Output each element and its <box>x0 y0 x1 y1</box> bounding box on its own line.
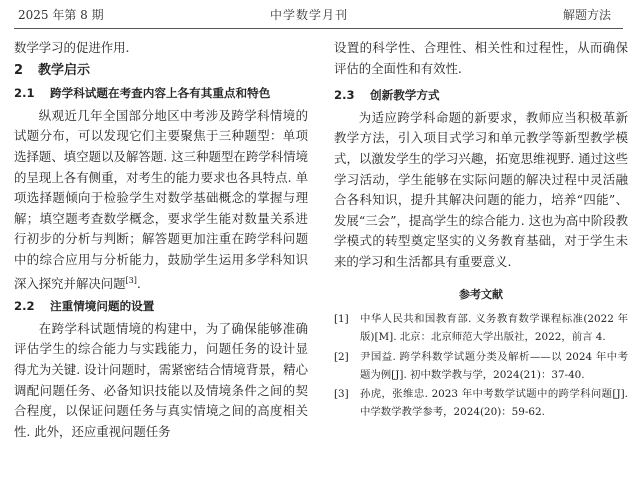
subsection-title: 创新教学方式 <box>370 88 440 103</box>
subsection-number: 2.1 <box>14 86 35 101</box>
subsection-number: 2.3 <box>334 88 355 103</box>
reference-text: 孙虎，张维忠. 2023 年中考数学试题中的跨学科问题[J]. 中学数学教学参考，2024(20)：59-62. <box>360 388 628 419</box>
subsection-title: 跨学科试题在考查内容上各有其重点和特色 <box>50 86 271 101</box>
reference-text: 中华人民共和国教育部. 义务教育数学课程标准(2022 年版)[M]. 北京：北京师范大学出版社，2022，前言 4. <box>360 313 628 343</box>
subsection-title: 注重情境问题的设置 <box>50 299 155 314</box>
continued-text: 数学学习的促进作用. <box>14 40 130 55</box>
header-divider <box>14 28 623 29</box>
reference-number: [2] <box>334 350 349 363</box>
subsection-heading <box>334 85 628 106</box>
references-title: 参考文献 <box>459 287 503 301</box>
paragraph: 为适应跨学科命题的新要求，教师应当积极革新教学方法，引入项目式学习和单元教学等新型教学模式，以激发学生的学习兴趣，拓宽思维视野. 通过这些学习活动，学生能够在实际问题的解决过程中灵活融合各科知识，提升其解决问题的能力，培养“四能”、发展“三会”，提高学生的综合能力. 这也为高中阶段教学模式的转型奠定坚实的义务教育基础，对于学生未来的学习和生活都具有重要意义. <box>334 109 628 269</box>
reference-number: [3] <box>334 388 349 401</box>
section-heading <box>14 61 308 82</box>
paragraph-end: . <box>136 275 141 291</box>
paragraph: 在跨学科试题情境的构建中，为了确保能够准确评估学生的综合能力与实践能力，问题任务的设计显得尤为关键. 设计问题时，需紧密结合情境背景，精心调配问题任务、必备知识技能以及情境条件之间的契合程度，以保证问题任务与真实情境之间的高度相关性. 此外，还应重视问题任务 <box>14 320 308 439</box>
reference-item <box>334 311 628 347</box>
subsection-number: 2.2 <box>14 299 35 314</box>
reference-item <box>334 386 628 422</box>
paragraph <box>14 106 308 294</box>
paragraph-text: 纵观近几年全国部分地区中考涉及跨学科情境的试题分布，可以发现它们主要聚焦于三种题型：单项选择题、填空题以及解答题. 这三种题型在跨学科情境的呈现上各有侧重，对考生的能力要求也各具特点. 单项选择题倾向于检验学生对数学基础概念的掌握与理解；填空题考查数学概念，要求学生能对数量关系进行初步的分析与判断；解答题更加注重在跨学科问题中的综合应用与分析能力，鼓励学生运用多学科知识深入探究并解决问题 <box>14 107 308 291</box>
page-header <box>0 0 637 26</box>
continued-text: 设置的科学性、合理性、相关性和过程性，从而确保评估的全面性和有效性. <box>334 40 628 76</box>
section-title: 教学启示 <box>38 62 91 78</box>
reference-number: [1] <box>334 313 349 326</box>
subsection-heading <box>14 83 308 104</box>
citation-link[interactable]: [3] <box>125 275 137 285</box>
section-number: 2 <box>14 62 24 78</box>
reference-text: 尹国益. 跨学科数学试题分类及解析——以 2024 年中考题为例[J]. 初中数学教与学，2024(21)：37-40. <box>360 350 628 381</box>
issue-label: 2025 年第 8 期 <box>18 8 104 22</box>
section-label: 解题方法 <box>562 8 611 22</box>
subsection-heading <box>14 296 308 317</box>
reference-item <box>334 349 628 385</box>
left-column <box>14 38 308 442</box>
journal-title: 中学数学月刊 <box>270 8 349 22</box>
right-column <box>334 38 628 424</box>
